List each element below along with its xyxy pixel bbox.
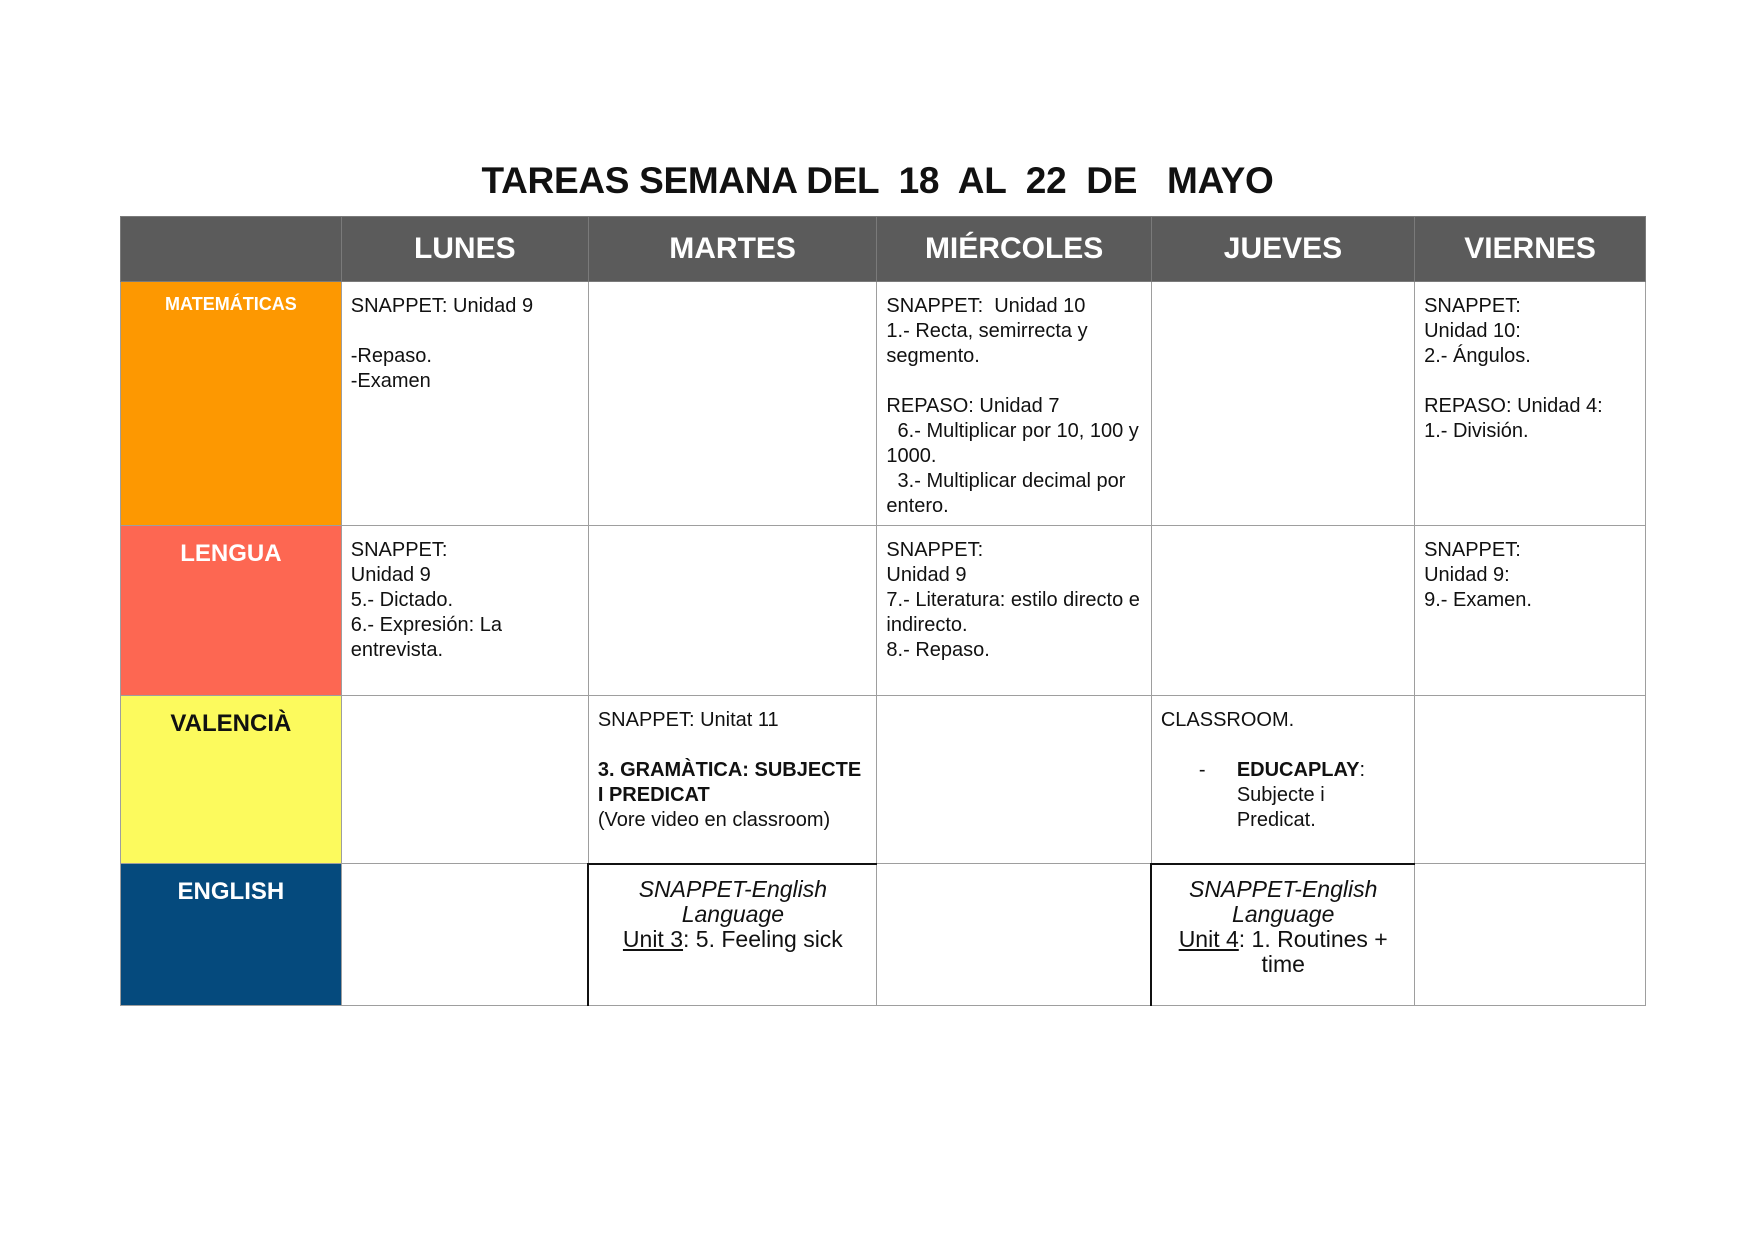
task-line: REPASO: Unidad 4:	[1424, 395, 1603, 417]
task-line: 7.- Literatura: estilo directo e indirecto.	[886, 589, 1146, 636]
task-line: SNAPPET: Unitat 11	[597, 709, 779, 731]
header-corner	[121, 217, 342, 282]
row-lengua	[121, 526, 1646, 696]
cell-valencia-miercoles	[877, 696, 1151, 864]
cell-lengua-miercoles	[877, 526, 1151, 696]
task-bold: EDUCAPLAY	[1236, 759, 1360, 781]
task-line: 6.- Multiplicar por 10, 100 y 1000.	[886, 420, 1145, 467]
task-line: 3.- Multiplicar decimal por entero.	[886, 470, 1131, 517]
bullet-dash: -	[1198, 759, 1206, 781]
bullet-item	[1161, 758, 1405, 833]
task-line: Unidad 9	[886, 564, 967, 586]
task-line-bold: 3. GRAMÀTICA: SUBJECTE I PREDICAT	[597, 759, 867, 806]
cell-english-jueves	[1151, 864, 1414, 1006]
header-day-lunes: LUNES	[341, 217, 588, 282]
cell-valencia-viernes	[1415, 696, 1646, 864]
task-line: SNAPPET: Unidad 10	[886, 295, 1086, 317]
row-english	[121, 864, 1646, 1006]
task-line: 5.- Dictado.	[350, 589, 454, 611]
cell-lengua-viernes	[1415, 526, 1646, 696]
header-day-miercoles: MIÉRCOLES	[877, 217, 1151, 282]
task-line: 8.- Repaso.	[886, 639, 990, 661]
task-line: (Vore video en classroom)	[597, 809, 831, 831]
subject-lengua: LENGUA	[121, 526, 342, 696]
task-italic: SNAPPET-English Language	[638, 875, 828, 927]
header-row	[121, 217, 1646, 282]
task-line: REPASO: Unidad 7	[886, 395, 1060, 417]
schedule-table	[120, 216, 1646, 1006]
task-line: CLASSROOM.	[1160, 709, 1295, 731]
task-line: 9.- Examen.	[1424, 589, 1532, 611]
cell-matematicas-viernes	[1415, 282, 1646, 526]
cell-english-viernes	[1415, 864, 1646, 1006]
unit-label: Unit 4	[1178, 925, 1239, 952]
cell-matematicas-martes	[588, 282, 877, 526]
row-matematicas	[121, 282, 1646, 526]
cell-lengua-jueves	[1151, 526, 1414, 696]
subject-matematicas: MATEMÁTICAS	[121, 282, 342, 526]
cell-lengua-martes	[588, 526, 877, 696]
header-day-jueves: JUEVES	[1151, 217, 1414, 282]
task-line: SNAPPET: Unidad 9	[350, 295, 534, 317]
task-line: -Repaso.	[350, 345, 432, 367]
header-day-viernes: VIERNES	[1415, 217, 1646, 282]
task-line: 1.- Recta, semirrecta y segmento.	[886, 320, 1094, 367]
subject-english: ENGLISH	[121, 864, 342, 1006]
cell-matematicas-lunes	[341, 282, 588, 526]
task-line: SNAPPET:	[350, 539, 448, 561]
task-line: SNAPPET:	[886, 539, 984, 561]
task-line: Unidad 9	[350, 564, 431, 586]
header-day-martes: MARTES	[588, 217, 877, 282]
cell-matematicas-jueves	[1151, 282, 1414, 526]
task-line: 6.- Expresión: La entrevista.	[350, 614, 508, 661]
page-title: TAREAS SEMANA DEL 18 AL 22 DE MAYO	[481, 160, 1274, 201]
cell-english-martes	[588, 864, 877, 1006]
cell-matematicas-miercoles	[877, 282, 1151, 526]
task-text: : 1. Routines + time	[1238, 925, 1395, 977]
unit-label: Unit 3	[622, 925, 684, 952]
task-line: 2.- Ángulos.	[1424, 345, 1531, 367]
task-line: 1.- División.	[1424, 420, 1529, 442]
row-valencia	[121, 696, 1646, 864]
task-line: -Examen	[350, 370, 431, 392]
task-line: Unidad 10:	[1424, 320, 1521, 342]
task-italic: SNAPPET-English Language	[1189, 875, 1378, 927]
task-line: SNAPPET:	[1424, 295, 1521, 317]
cell-lengua-lunes	[341, 526, 588, 696]
cell-valencia-martes	[588, 696, 877, 864]
task-text: : Subjecte i Predicat.	[1236, 759, 1366, 831]
cell-valencia-jueves	[1151, 696, 1414, 864]
task-text: : 5. Feeling sick	[683, 925, 843, 952]
subject-valencia: VALENCIÀ	[121, 696, 342, 864]
cell-valencia-lunes	[341, 696, 588, 864]
task-line: SNAPPET:	[1424, 539, 1521, 561]
task-line: Unidad 9:	[1424, 564, 1510, 586]
cell-english-miercoles	[877, 864, 1151, 1006]
cell-english-lunes	[341, 864, 588, 1006]
